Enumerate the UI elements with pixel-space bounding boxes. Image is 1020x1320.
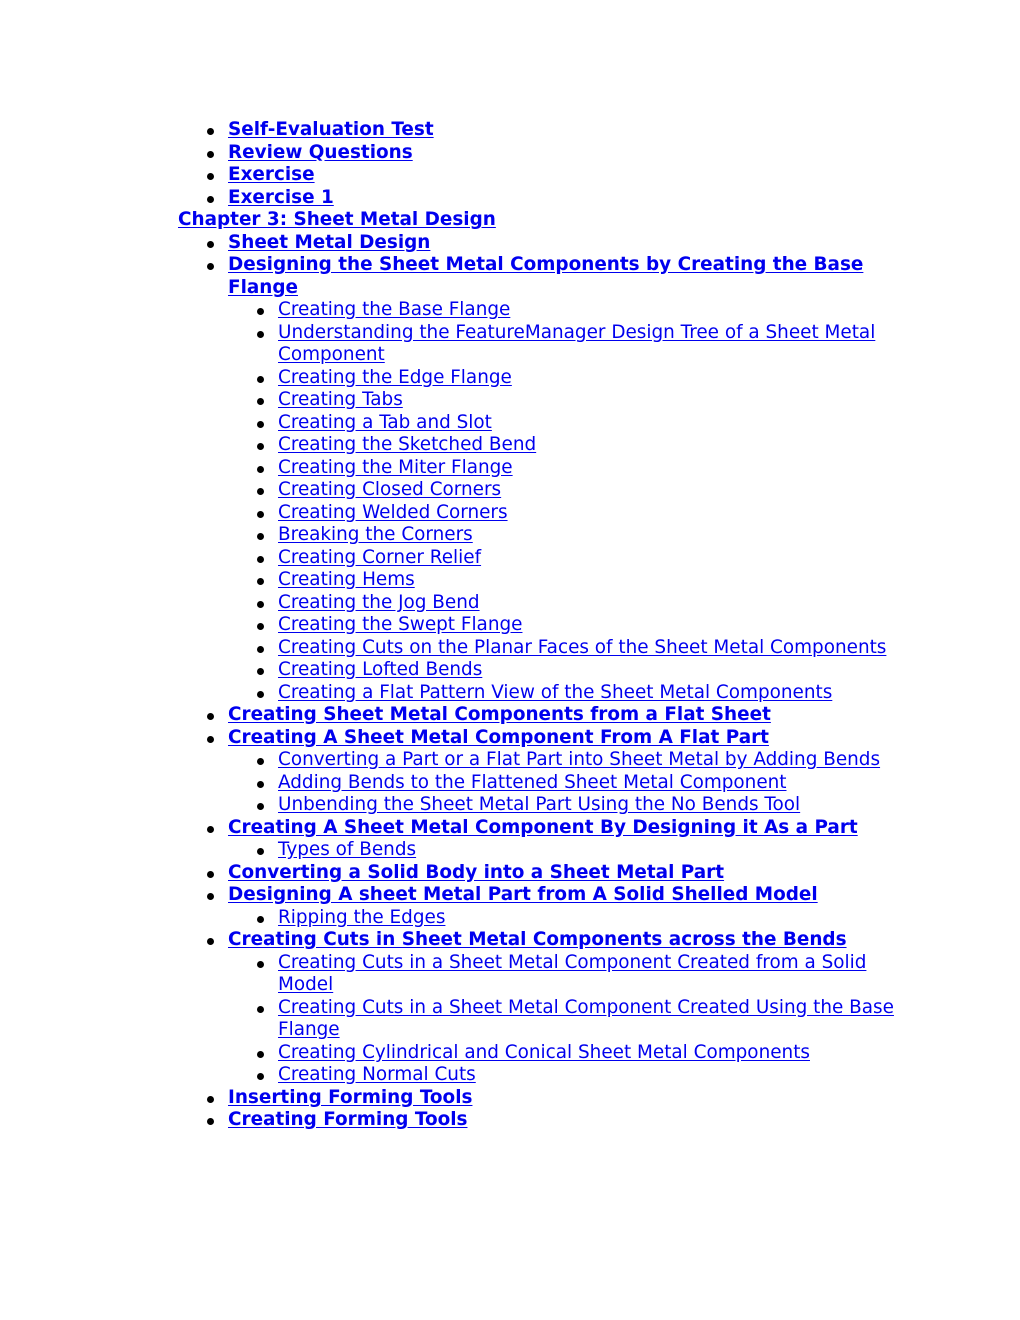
bullet-icon bbox=[207, 938, 214, 945]
subsection-link[interactable]: Creating the Edge Flange bbox=[278, 366, 512, 388]
subsection-link[interactable]: Creating the Sketched Bend bbox=[278, 434, 537, 455]
list-item bbox=[178, 119, 898, 142]
bullet-icon bbox=[207, 713, 214, 720]
section-link[interactable]: Creating A Sheet Metal Component By Designing it As a Part bbox=[228, 816, 858, 838]
bullet-icon bbox=[257, 668, 264, 675]
bullet-icon bbox=[207, 151, 214, 158]
toc-link-self-evaluation-test[interactable]: Self-Evaluation Test bbox=[228, 119, 434, 140]
subsection-item bbox=[228, 659, 898, 682]
section-item bbox=[178, 1087, 898, 1110]
subsection-link[interactable]: Creating Cuts in a Sheet Metal Component Created from a Solid Model bbox=[278, 951, 867, 995]
subsection-item bbox=[228, 839, 898, 862]
subsection-link[interactable]: Types of Bends bbox=[278, 839, 417, 860]
bullet-icon bbox=[257, 691, 264, 698]
bullet-icon bbox=[257, 623, 264, 630]
bullet-icon bbox=[207, 196, 214, 203]
subsection-item bbox=[228, 772, 898, 795]
subsection-item bbox=[228, 1064, 898, 1087]
subsection-item bbox=[228, 952, 898, 997]
section-item bbox=[178, 929, 898, 1087]
section-item bbox=[178, 884, 898, 929]
bullet-icon bbox=[257, 331, 264, 338]
bullet-icon bbox=[207, 263, 214, 270]
bullet-icon bbox=[257, 398, 264, 405]
section-link[interactable]: Designing A sheet Metal Part from A Solid Shelled Model bbox=[228, 884, 818, 905]
sections-list bbox=[178, 232, 898, 1132]
subsection-item bbox=[228, 502, 898, 525]
subsection-link[interactable]: Adding Bends to the Flattened Sheet Metal Component bbox=[278, 771, 787, 793]
subsection-item bbox=[228, 412, 898, 435]
section-link[interactable]: Creating Cuts in Sheet Metal Components across the Bends bbox=[228, 929, 847, 950]
subsection-item bbox=[228, 682, 898, 705]
subsection-link[interactable]: Understanding the FeatureManager Design Tree of a Sheet Metal Component bbox=[278, 321, 876, 365]
subsection-link[interactable]: Creating Normal Cuts bbox=[278, 1064, 476, 1085]
bullet-icon bbox=[257, 556, 264, 563]
subsection-item bbox=[228, 1042, 898, 1065]
bullet-icon bbox=[207, 871, 214, 878]
subsection-item bbox=[228, 367, 898, 390]
bullet-icon bbox=[257, 758, 264, 765]
subsection-list bbox=[228, 952, 898, 1087]
bullet-icon bbox=[257, 421, 264, 428]
bullet-icon bbox=[257, 488, 264, 495]
bullet-icon bbox=[257, 601, 264, 608]
section-item bbox=[178, 232, 898, 255]
subsection-link[interactable]: Creating Closed Corners bbox=[278, 479, 502, 500]
subsection-link[interactable]: Creating a Flat Pattern View of the Sheet Metal Components bbox=[278, 681, 833, 703]
bullet-icon bbox=[257, 443, 264, 450]
subsection-item bbox=[228, 997, 898, 1042]
subsection-list bbox=[228, 839, 898, 862]
bullet-icon bbox=[257, 803, 264, 810]
list-item bbox=[178, 187, 898, 210]
subsection-list bbox=[228, 907, 898, 930]
bullet-icon bbox=[207, 736, 214, 743]
subsection-item bbox=[228, 524, 898, 547]
bullet-icon bbox=[207, 128, 214, 135]
subsection-list bbox=[228, 749, 898, 817]
subsection-link[interactable]: Creating the Jog Bend bbox=[278, 591, 480, 613]
bullet-icon bbox=[207, 1096, 214, 1103]
section-item bbox=[178, 817, 898, 862]
subsection-item bbox=[228, 637, 898, 660]
subsection-item bbox=[228, 907, 898, 930]
bullet-icon bbox=[257, 308, 264, 315]
bullet-icon bbox=[207, 893, 214, 900]
subsection-item bbox=[228, 479, 898, 502]
bullet-icon bbox=[257, 533, 264, 540]
toc-link-exercise[interactable]: Exercise bbox=[228, 164, 315, 185]
section-link[interactable]: Creating Forming Tools bbox=[228, 1109, 468, 1130]
section-link[interactable]: Sheet Metal Design bbox=[228, 231, 431, 253]
table-of-contents bbox=[178, 119, 898, 1132]
bullet-icon bbox=[257, 1051, 264, 1058]
bullet-icon bbox=[207, 1118, 214, 1125]
chapter-link[interactable]: Chapter 3: Sheet Metal Design bbox=[178, 209, 496, 230]
subsection-link[interactable]: Creating the Miter Flange bbox=[278, 456, 513, 478]
subsection-link[interactable]: Converting a Part or a Flat Part into Sheet Metal by Adding Bends bbox=[278, 749, 881, 770]
subsection-item bbox=[228, 547, 898, 570]
section-item bbox=[178, 862, 898, 885]
subsection-link[interactable]: Creating Cuts on the Planar Faces of the Sheet Metal Components bbox=[278, 636, 887, 658]
bullet-icon bbox=[257, 848, 264, 855]
subsection-item bbox=[228, 569, 898, 592]
section-item bbox=[178, 254, 898, 704]
subsection-list bbox=[228, 299, 898, 704]
subsection-item bbox=[228, 299, 898, 322]
section-item bbox=[178, 1109, 898, 1132]
subsection-link[interactable]: Creating a Tab and Slot bbox=[278, 411, 492, 433]
subsection-link[interactable]: Creating Corner Relief bbox=[278, 546, 482, 568]
subsection-link[interactable]: Creating Cuts in a Sheet Metal Component Created Using the Base Flange bbox=[278, 996, 894, 1040]
bullet-icon bbox=[207, 241, 214, 248]
subsection-link[interactable]: Unbending the Sheet Metal Part Using the No Bends Tool bbox=[278, 794, 801, 815]
bullet-icon bbox=[257, 511, 264, 518]
list-item bbox=[178, 142, 898, 165]
top-list bbox=[178, 119, 898, 209]
subsection-item bbox=[228, 389, 898, 412]
subsection-link[interactable]: Creating Lofted Bends bbox=[278, 659, 483, 680]
bullet-icon bbox=[257, 781, 264, 788]
section-item bbox=[178, 727, 898, 817]
bullet-icon bbox=[257, 376, 264, 383]
subsection-item bbox=[228, 614, 898, 637]
section-link[interactable]: Converting a Solid Body into a Sheet Metal Part bbox=[228, 861, 725, 883]
subsection-link[interactable]: Creating the Base Flange bbox=[278, 299, 511, 320]
section-link[interactable]: Inserting Forming Tools bbox=[228, 1086, 473, 1108]
bullet-icon bbox=[257, 961, 264, 968]
list-item bbox=[178, 164, 898, 187]
bullet-icon bbox=[257, 646, 264, 653]
subsection-link[interactable]: Breaking the Corners bbox=[278, 524, 473, 545]
bullet-icon bbox=[257, 916, 264, 923]
subsection-link[interactable]: Creating Hems bbox=[278, 569, 415, 590]
bullet-icon bbox=[257, 1073, 264, 1080]
subsection-item bbox=[228, 592, 898, 615]
subsection-link[interactable]: Creating the Swept Flange bbox=[278, 614, 523, 635]
subsection-link[interactable]: Creating Cylindrical and Conical Sheet Metal Components bbox=[278, 1041, 810, 1063]
bullet-icon bbox=[207, 173, 214, 180]
section-link[interactable]: Creating A Sheet Metal Component From A Flat Part bbox=[228, 726, 769, 748]
bullet-icon bbox=[207, 826, 214, 833]
bullet-icon bbox=[257, 578, 264, 585]
subsection-link[interactable]: Creating Welded Corners bbox=[278, 501, 508, 523]
subsection-link[interactable]: Ripping the Edges bbox=[278, 906, 446, 928]
toc-link-review-questions[interactable]: Review Questions bbox=[228, 141, 413, 163]
subsection-item bbox=[228, 749, 898, 772]
subsection-link[interactable]: Creating Tabs bbox=[278, 389, 403, 410]
section-item bbox=[178, 704, 898, 727]
section-link[interactable]: Designing the Sheet Metal Components by Creating the Base Flange bbox=[228, 254, 864, 298]
subsection-item bbox=[228, 434, 898, 457]
subsection-item bbox=[228, 794, 898, 817]
subsection-item bbox=[228, 322, 898, 367]
subsection-item bbox=[228, 457, 898, 480]
section-link[interactable]: Creating Sheet Metal Components from a Flat Sheet bbox=[228, 704, 771, 725]
bullet-icon bbox=[257, 466, 264, 473]
bullet-icon bbox=[257, 1006, 264, 1013]
toc-link-exercise-1[interactable]: Exercise 1 bbox=[228, 186, 334, 208]
